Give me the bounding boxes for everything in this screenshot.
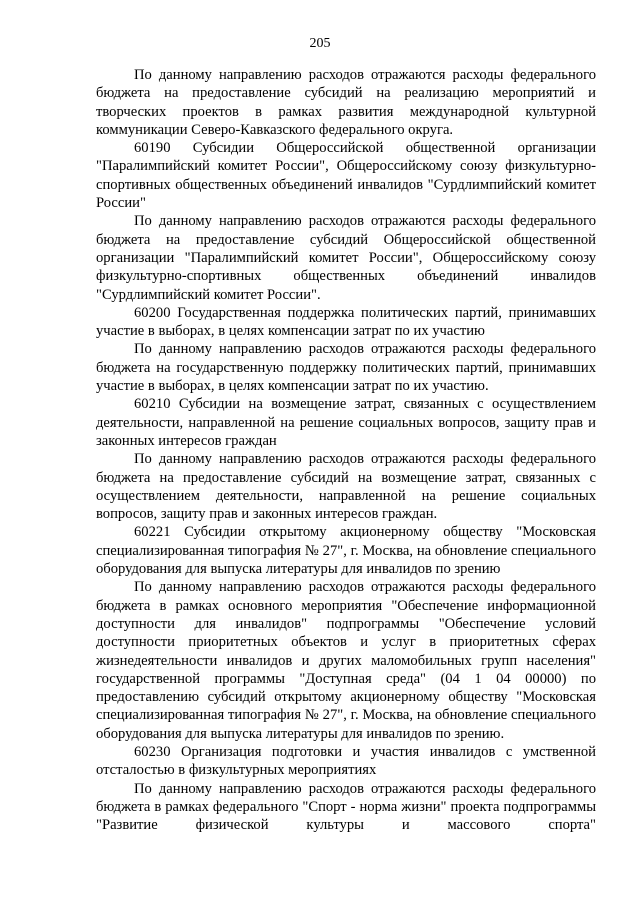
section-heading: 60190 Субсидии Общероссийской общественной организации "Паралимпийский комитет России", Общероссийскому союзу физкультурно-спортивных общественных объединений инвалидов "Сурдлимпийский комитет России" xyxy=(96,140,596,212)
paragraph: По данному направлению расходов отражаются расходы федерального бюджета в рамках федерального "Спорт - норма жизни" проекта подпрограммы "Развитие физической культуры и массового спорта" xyxy=(96,780,596,834)
section-heading: 60200 Государственная поддержка политических партий, принимавших участие в выборах, в целях компенсации затрат по их участию xyxy=(96,304,596,340)
page-number: 205 xyxy=(309,36,331,51)
paragraph: По данному направлению расходов отражаются расходы федерального бюджета на государственную поддержку политических партий, принимавших участие в выборах, в целях компенсации затрат по их участию. xyxy=(96,341,596,395)
paragraph: По данному направлению расходов отражаются расходы федерального бюджета на предоставление субсидий Общероссийской общественной организации "Паралимпийский комитет России", Общероссийскому союзу физкультурно-спортивных общественных объединений инвалидов "Сурдлимпийский комитет России". xyxy=(96,213,596,303)
paragraph: По данному направлению расходов отражаются расходы федерального бюджета на предоставление субсидий на реализацию мероприятий и творческих проектов в рамках развития международной культурной коммуникации Северо-Кавказского федерального округа. xyxy=(96,67,596,138)
section-heading: 60210 Субсидии на возмещение затрат, связанных с осуществлением деятельности, направленной на решение социальных вопросов, защиту прав и законных интересов граждан xyxy=(96,396,596,449)
section-heading: 60230 Организация подготовки и участия инвалидов с умственной отсталостью в физкультурных мероприятиях xyxy=(96,743,596,779)
section-heading: 60221 Субсидии открытому акционерному обществу "Московская специализированная типография № 27", г. Москва, на обновление специального оборудования для выпуска литературы для инвалидов по зрению xyxy=(96,524,596,578)
paragraph: По данному направлению расходов отражаются расходы федерального бюджета на предоставление субсидий на возмещение затрат, связанных с осуществлением деятельности, направленной на решение социальных вопросов, защиту прав и законных интересов граждан. xyxy=(96,451,596,523)
document-body xyxy=(96,66,596,834)
paragraph: По данному направлению расходов отражаются расходы федерального бюджета в рамках основного мероприятия "Обеспечение информационной доступности для инвалидов" подпрограммы "Обеспечение условий доступности приоритетных объектов и услуг в приоритетных сферах жизнедеятельности инвалидов и других маломобильных групп населения" государственной программы "Доступная среда" (04 1 04 00000) по предоставлению субсидий открытому акционерному обществу "Московская специализированная типография № 27", г. Москва, на обновление специального оборудования для выпуска литературы для инвалидов по зрению. xyxy=(96,579,596,742)
